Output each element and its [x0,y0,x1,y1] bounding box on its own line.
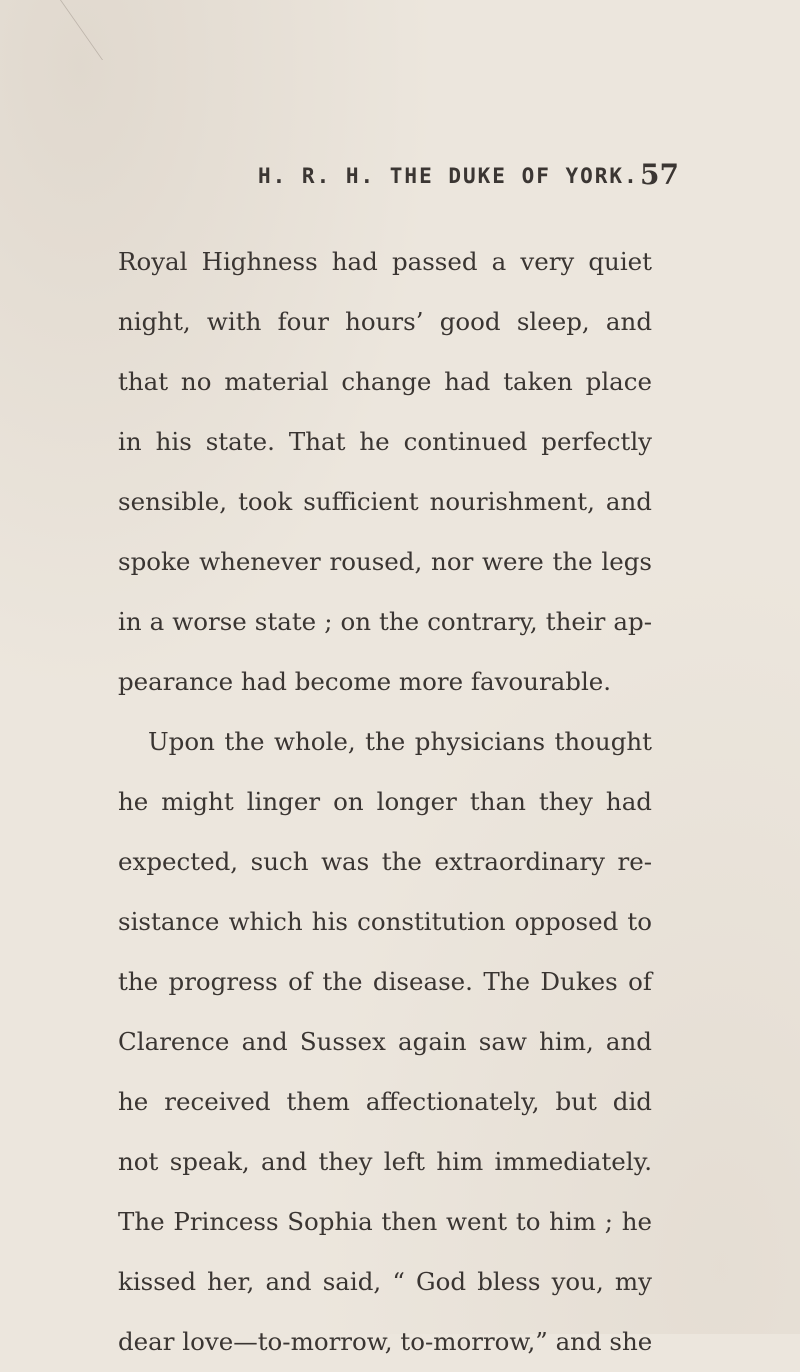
text-line: in a worse state ; on the contrary, their ap- [118,607,652,636]
text-line: Upon the whole, the physicians thought [148,727,652,756]
text-line: he might linger on longer than they had [118,787,652,816]
text-line: spoke whenever roused, nor were the legs [118,547,652,576]
text-line: The Princess Sophia then went to him ; he [118,1207,652,1236]
text-line: dear love—to-morrow, to-morrow,” and she [118,1327,653,1356]
running-head [258,158,679,204]
text-line: pearance had become more favourable. [118,667,612,696]
text-line: expected, such was the extraordinary re- [118,847,652,876]
page-corner-crease [0,0,103,60]
text-line: night, with four hours’ good sleep, and [118,307,652,336]
text-line: kissed her, and said, “ God bless you, my [118,1267,652,1296]
running-title: H. R. H. THE DUKE OF YORK. [258,164,639,188]
text-line: sensible, took sufficient nourishment, and [118,487,652,516]
text-line: in his state. That he continued perfectly [118,427,652,456]
text-line: not speak, and they left him immediately. [118,1147,652,1176]
text-line: Clarence and Sussex again saw him, and [118,1027,652,1056]
text-line: that no material change had taken place [118,367,652,396]
page-number: 57 [640,158,679,191]
text-line: Royal Highness had passed a very quiet [118,247,652,276]
text-line: he received them affectionately, but did [118,1087,652,1116]
text-line: the progress of the disease. The Dukes of [118,967,652,996]
body-text [118,232,652,1372]
text-line: sistance which his constitution opposed to [118,907,652,936]
